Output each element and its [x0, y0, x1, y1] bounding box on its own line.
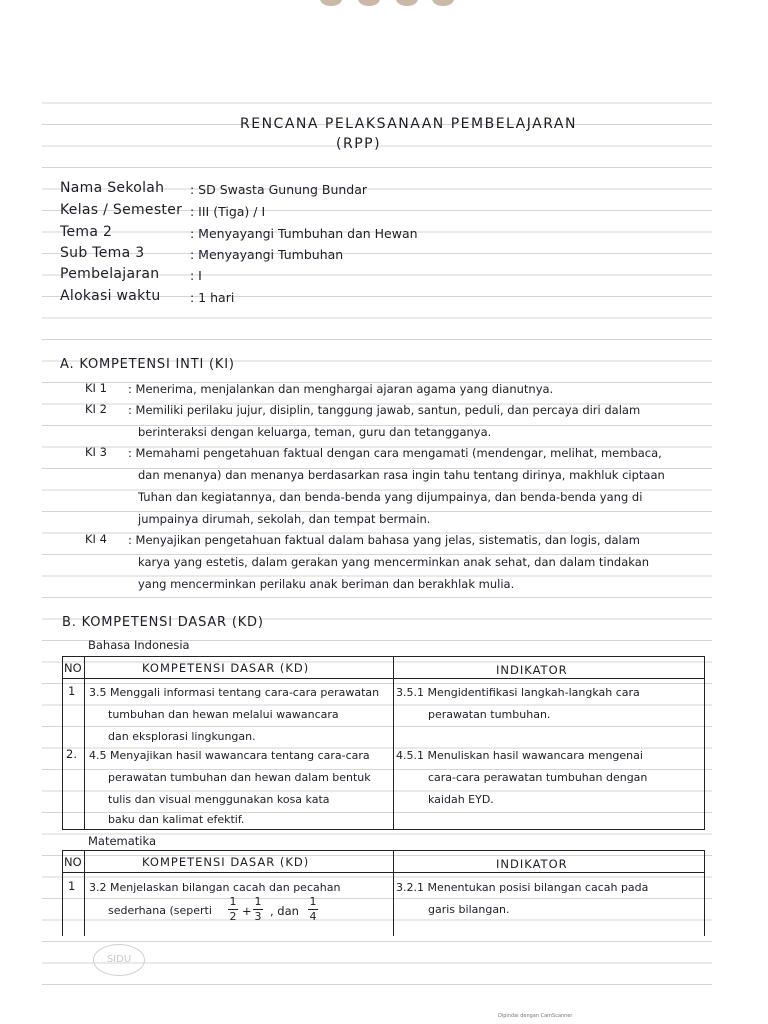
ki-text: : Menerima, menjalankan dan menghargai ajaran agama yang dianutnya.	[128, 382, 554, 396]
fraction-numerator: 1	[229, 895, 237, 908]
indikator-line: perawatan tumbuhan.	[428, 708, 551, 721]
identity-value: : SD Swasta Gunung Bundar	[190, 182, 368, 197]
identity-value: : III (Tiga) / I	[190, 204, 266, 219]
indikator-line: cara-cara perawatan tumbuhan dengan	[428, 771, 648, 784]
identity-value: : I	[190, 268, 202, 283]
kd-line: baku dan kalimat efektif.	[108, 813, 245, 826]
table-header-divider	[62, 872, 705, 873]
table-col-divider	[393, 850, 394, 936]
subject-name: Matematika	[88, 834, 157, 848]
ki-text: Tuhan dan kegiatannya, dan benda-benda yang dijumpainya, dan benda-benda yang di	[138, 490, 643, 504]
ki-text: : Memahami pengetahuan faktual dengan cara mengamati (mendengar, melihat, membaca,	[128, 446, 662, 460]
identity-label: Tema 2	[60, 224, 113, 240]
ki-code: KI 3	[85, 445, 107, 459]
identity-value: : Menyayangi Tumbuhan dan Hewan	[190, 226, 418, 241]
column-header: INDIKATOR	[496, 663, 568, 677]
kd-line: tumbuhan dan hewan melalui wawancara	[108, 708, 339, 721]
identity-value: : Menyayangi Tumbuhan	[190, 247, 344, 262]
row-number: 2.	[66, 747, 77, 761]
fraction-denominator: 3	[254, 910, 262, 923]
ki-text: karya yang estetis, dalam gerakan yang mencerminkan anak sehat, dan dalam tindakan	[138, 555, 650, 569]
column-header: INDIKATOR	[496, 857, 568, 871]
section-a-heading: A. KOMPETENSI INTI (KI)	[60, 357, 235, 372]
identity-label: Kelas / Semester	[60, 202, 183, 218]
indikator-line: garis bilangan.	[428, 903, 510, 916]
page-subtitle: (RPP)	[336, 136, 382, 152]
ki-code: KI 4	[85, 532, 107, 546]
ki-text: berinteraksi dengan keluarga, teman, guru dan tetangganya.	[138, 425, 492, 439]
column-header: KOMPETENSI DASAR (KD)	[142, 855, 310, 869]
kd-line: 3.2 Menjelaskan bilangan cacah dan pecahan	[89, 881, 341, 894]
section-b-heading: B. KOMPETENSI DASAR (KD)	[62, 615, 264, 630]
ki-code: KI 2	[85, 402, 107, 416]
kd-line: 3.5 Menggali informasi tentang cara-cara perawatan	[89, 686, 380, 699]
identity-label: Nama Sekolah	[60, 180, 165, 196]
fraction	[228, 896, 238, 923]
kd-line: perawatan tumbuhan dan hewan dalam bentuk	[108, 771, 371, 784]
kd-line: tulis dan visual menggunakan kosa kata	[108, 793, 330, 806]
row-number: 1	[68, 879, 76, 893]
table-col-divider	[393, 656, 394, 830]
subject-name: Bahasa Indonesia	[88, 638, 190, 652]
kd-line: 4.5 Menyajikan hasil wawancara tentang cara-cara	[89, 749, 370, 762]
row-number: 1	[68, 684, 76, 698]
fraction	[253, 896, 263, 923]
fraction-denominator: 4	[309, 910, 317, 923]
ki-code: KI 1	[85, 381, 107, 395]
ki-text: dan menanya) dan menanya berdasarkan rasa ingin tahu tentang dirinya, makhluk ciptaan	[138, 468, 665, 482]
fraction-operator: , dan	[270, 904, 299, 918]
page-title: RENCANA PELAKSANAAN PEMBELAJARAN	[240, 116, 577, 132]
indikator-line: 3.2.1 Menentukan posisi bilangan cacah pada	[396, 881, 649, 894]
indikator-line: 4.5.1 Menuliskan hasil wawancara mengenai	[396, 749, 643, 762]
fraction-denominator: 2	[229, 910, 237, 923]
identity-label: Alokasi waktu	[60, 288, 161, 304]
identity-label: Sub Tema 3	[60, 245, 145, 261]
column-header: NO	[64, 855, 82, 869]
scanner-footer: Dipindai dengan CamScanner	[498, 1013, 573, 1019]
indikator-line: kaidah EYD.	[428, 793, 494, 806]
table-col-divider	[84, 656, 85, 830]
fraction	[308, 896, 318, 923]
indikator-line: 3.5.1 Mengidentifikasi langkah-langkah cara	[396, 686, 640, 699]
column-header: KOMPETENSI DASAR (KD)	[142, 661, 310, 675]
column-header: NO	[64, 661, 82, 675]
identity-label: Pembelajaran	[60, 266, 160, 282]
faded-stamp: SIDU	[93, 944, 145, 976]
ki-text: yang mencerminkan perilaku anak beriman dan berakhlak mulia.	[138, 577, 515, 591]
identity-value: : 1 hari	[190, 290, 235, 305]
kd-line: dan eksplorasi lingkungan.	[108, 730, 256, 743]
fraction-numerator: 1	[254, 895, 262, 908]
table-col-divider	[84, 850, 85, 936]
kd-line: sederhana (seperti	[108, 904, 212, 917]
fraction-numerator: 1	[309, 895, 317, 908]
ki-text: : Menyajikan pengetahuan faktual dalam bahasa yang jelas, sistematis, dan logis, dalam	[128, 533, 640, 547]
fraction-operator: +	[242, 904, 252, 918]
ki-text: jumpainya dirumah, sekolah, dan tempat bermain.	[138, 512, 431, 526]
ki-text: : Memiliki perilaku jujur, disiplin, tanggung jawab, santun, peduli, dan percaya diri dalam	[128, 403, 641, 417]
top-edge-decoration	[320, 0, 460, 10]
table-header-divider	[62, 678, 705, 679]
